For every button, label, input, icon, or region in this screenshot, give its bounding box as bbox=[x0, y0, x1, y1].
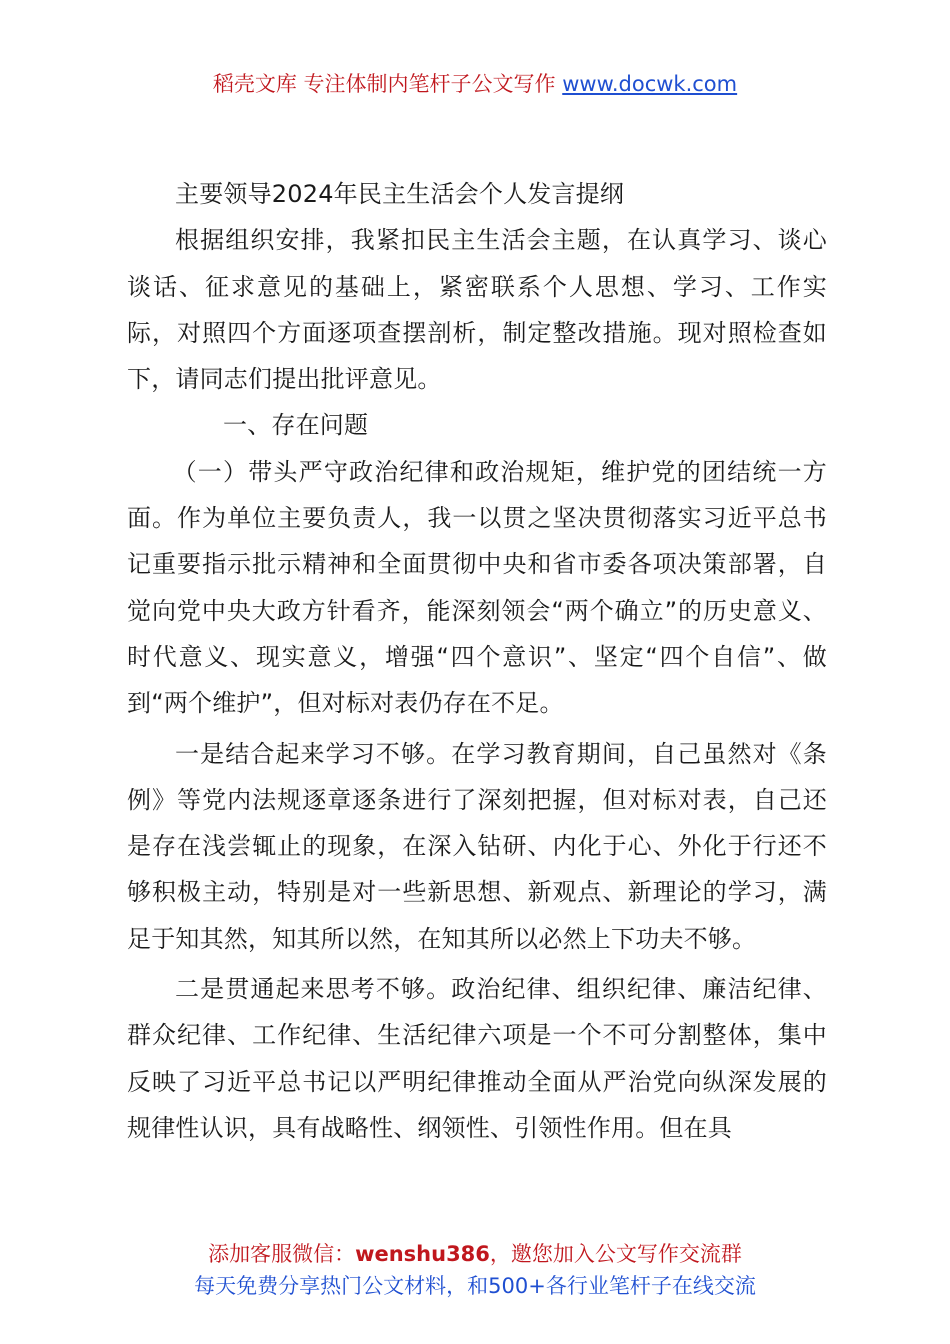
page-footer bbox=[0, 1238, 950, 1302]
intro-paragraph: 根据组织安排，我紧扣民主生活会主题，在认真学习、谈心谈话、征求意见的基础上，紧密联系个人思想、学习、工作实际，对照四个方面逐项查摆剖析，制定整改措施。现对照检查如下，请同志们提出批评意见。 bbox=[127, 226, 827, 394]
footer-wechat-line bbox=[0, 1238, 950, 1270]
footer-share-line: 每天免费分享热门公文材料，和500+各行业笔杆子在线交流 bbox=[194, 1274, 756, 1298]
point-paragraph-2: 二是贯通起来思考不够。政治纪律、组织纪律、廉洁纪律、群众纪律、工作纪律、生活纪律六项是一个不可分割整体，集中反映了习近平总书记以严明纪律推动全面从严治党向纵深发展的规律性认识，具有战略性、纲领性、引领性作用。但在具 bbox=[127, 975, 827, 1142]
document-body bbox=[127, 171, 827, 1151]
header-brand: 稻壳文库 专注体制内笔杆子公文写作 bbox=[212, 72, 556, 96]
footer-wechat-suffix: ，邀您加入公文写作交流群 bbox=[489, 1242, 742, 1266]
subsection-paragraph-1: （一）带头严守政治纪律和政治规矩，维护党的团结统一方面。作为单位主要负责人，我一以贯之坚决贯彻落实习近平总书记重要指示批示精神和全面贯彻中央和省市委各项决策部署，自觉向党中央大政方针看齐，能深刻领会“两个确立”的历史意义、时代意义、现实意义，增强“四个意识”、坚定“四个自信”、做到“两个维护”，但对标对表仍存在不足。 bbox=[127, 457, 827, 718]
page-header bbox=[0, 68, 950, 100]
footer-wechat-id: wenshu386 bbox=[355, 1242, 490, 1266]
document-title: 主要领导2024年民主生活会个人发言提纲 bbox=[175, 180, 625, 208]
header-url-link[interactable]: www.docwk.com bbox=[562, 72, 738, 96]
footer-wechat-prefix: 添加客服微信： bbox=[208, 1242, 356, 1266]
section-heading-problems: 一、存在问题 bbox=[223, 411, 369, 440]
point-paragraph-1: 一是结合起来学习不够。在学习教育期间，自己虽然对《条例》等党内法规逐章逐条进行了深刻把握，但对标对表，自己还是存在浅尝辄止的现象，在深入钻研、内化于心、外化于行还不够积极主动，特别是对一些新思想、新观点、新理论的学习，满足于知其然，知其所以然，在知其所以必然上下功夫不够。 bbox=[127, 739, 827, 953]
